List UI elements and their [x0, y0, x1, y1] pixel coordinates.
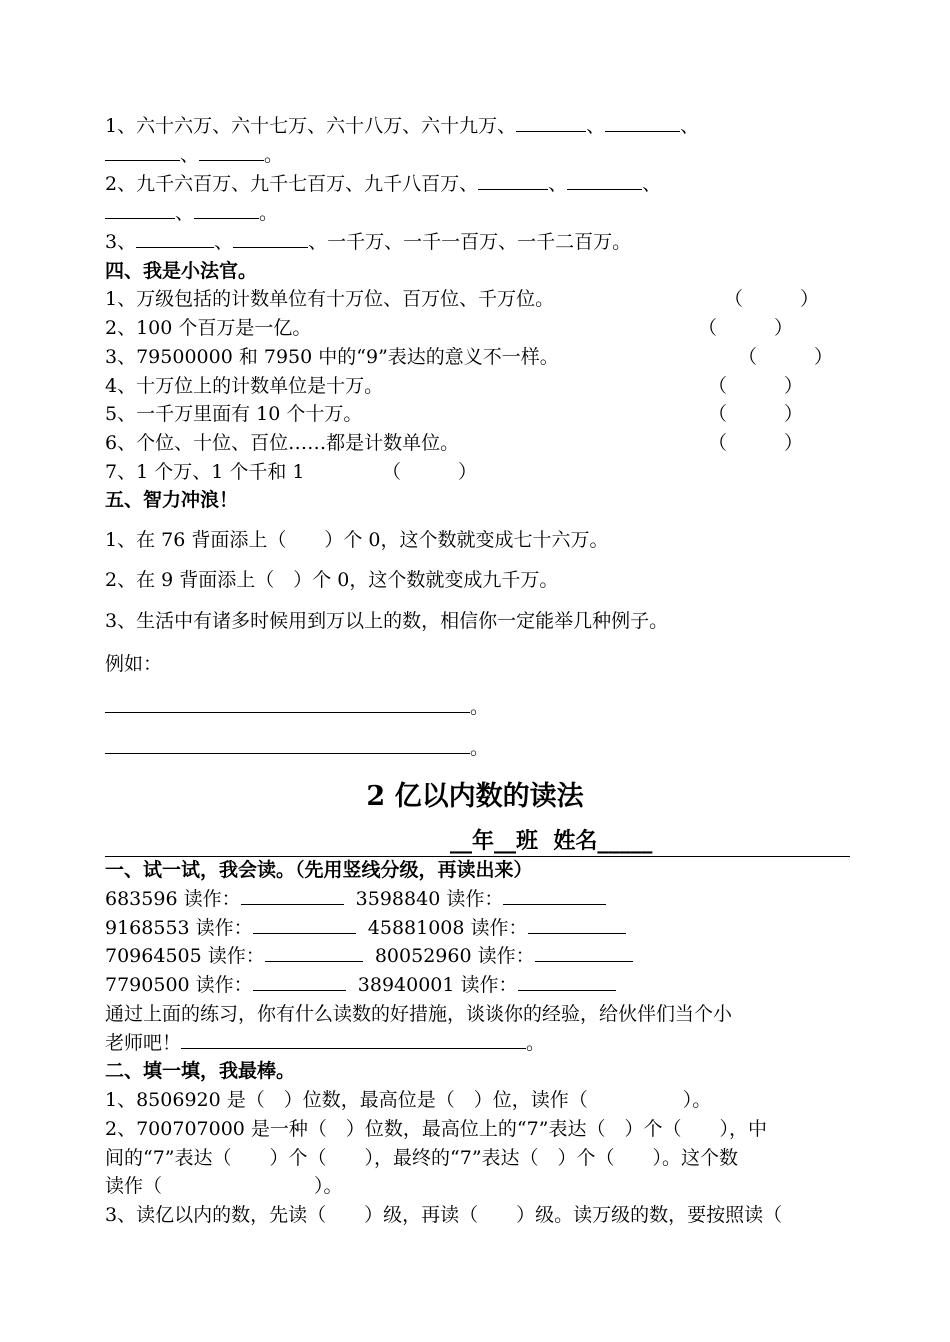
judge-answer-7[interactable]: （ ）: [382, 461, 478, 483]
judge-item-2: 2、100 个百万是一亿。: [105, 317, 312, 339]
q2-text: 2、九千六百万、九千七百万、九千八百万、: [105, 173, 479, 195]
fill-q2-line-3: 读作（ ）。: [105, 1175, 343, 1197]
q3-line: [105, 229, 631, 255]
number-prompt: 45881008 读作：: [367, 917, 528, 939]
answer-blank[interactable]: [528, 915, 626, 934]
example-label: 例如：: [105, 653, 163, 675]
name-line: [105, 826, 850, 857]
q2-line-2: [105, 200, 278, 226]
challenge-q1: 1、在 76 背面添上（ ）个 0，这个数就变成七十六万。: [105, 529, 609, 551]
read-row-1: [105, 886, 606, 912]
period: 。: [526, 1032, 546, 1054]
q1-text: 1、六十六万、六十七万、六十八万、六十九万、: [105, 115, 517, 137]
judge-answer-5[interactable]: （ ）: [708, 403, 804, 425]
q1-line-2: [105, 142, 283, 168]
separator: 、: [586, 115, 606, 137]
separator: 、: [214, 231, 234, 253]
answer-blank[interactable]: [516, 113, 586, 132]
part1-heading: 一、试一试，我会读。（先用竖线分级，再读出来）: [105, 859, 533, 881]
example-line-2: [105, 733, 489, 759]
judge-item-3: 3、79500000 和 7950 中的“9”表达的意义不一样。: [105, 346, 559, 368]
answer-blank[interactable]: [233, 229, 308, 248]
judge-item-4: 4、十万位上的计数单位是十万。: [105, 375, 384, 397]
separator: 、: [642, 173, 662, 195]
reflect-line-2: [105, 1030, 545, 1056]
read-row-2: [105, 915, 626, 941]
fill-q3: 3、读亿以内的数，先读（ ）级，再读（ ）级。读万级的数，要按照读（: [105, 1204, 783, 1226]
part2-heading: 二、填一填，我最棒。: [105, 1060, 296, 1082]
fill-q2-line-1: 2、700707000 是一种（ ）位数，最高位上的“7”表达（ ）个（ ），中: [105, 1118, 767, 1140]
answer-blank[interactable]: [253, 915, 356, 934]
answer-blank[interactable]: [503, 886, 606, 905]
read-row-3: [105, 943, 633, 969]
number-prompt: 9168553 读作：: [105, 917, 253, 939]
answer-line[interactable]: [105, 733, 470, 754]
section4-heading: 四、我是小法官。: [105, 260, 258, 282]
separator: 、: [548, 173, 568, 195]
number-prompt: 3598840 读作：: [355, 888, 504, 910]
q2-line-1: [105, 171, 661, 197]
answer-blank[interactable]: [199, 142, 264, 161]
number-prompt: 38940001 读作：: [357, 974, 518, 996]
fill-q2-line-2: 间的“7”表达（ ）个（ ），最终的“7”表达（ ）个（ ）。这个数: [105, 1147, 739, 1169]
answer-blank[interactable]: [194, 200, 259, 219]
judge-answer-6[interactable]: （ ）: [708, 432, 804, 454]
answer-blank[interactable]: [518, 972, 616, 991]
answer-blank[interactable]: [105, 200, 175, 219]
answer-blank[interactable]: [265, 943, 363, 962]
judge-item-6: 6、个位、十位、百位……都是计数单位。: [105, 432, 460, 454]
period: 。: [470, 737, 490, 759]
fill-q1: 1、8506920 是（ ）位数，最高位是（ ）位，读作（ ）。: [105, 1089, 712, 1111]
judge-item-1: 1、万级包括的计数单位有十万位、百万位、千万位。: [105, 288, 555, 310]
period: 。: [259, 202, 279, 224]
q3-prefix: 3、: [105, 231, 137, 253]
answer-blank[interactable]: [567, 171, 642, 190]
number-prompt: 7790500 读作：: [105, 974, 253, 996]
read-row-4: [105, 972, 616, 998]
judge-answer-2[interactable]: （ ）: [698, 317, 794, 339]
lesson-title: 2 亿以内数的读法: [366, 781, 584, 812]
period: 。: [264, 144, 284, 166]
judge-item-7: 7、1 个万、1 个千和 1: [105, 461, 305, 483]
separator: 、: [180, 144, 200, 166]
answer-blank[interactable]: [105, 142, 180, 161]
judge-answer-1[interactable]: （ ）: [724, 288, 820, 310]
period: 。: [470, 696, 490, 718]
judge-answer-3[interactable]: （ ）: [738, 346, 834, 368]
judge-answer-4[interactable]: （ ）: [708, 375, 804, 397]
challenge-q3: 3、生活中有诸多时候用到万以上的数，相信你一定能举几种例子。: [105, 610, 669, 632]
answer-blank[interactable]: [136, 229, 214, 248]
answer-blank[interactable]: [253, 972, 346, 991]
separator: 、: [680, 115, 700, 137]
reflect-line-1: 通过上面的练习，你有什么读数的好措施，谈谈你的经验，给伙伴们当个小: [105, 1003, 733, 1025]
name-class-field[interactable]: __年__班 姓名_____: [450, 828, 653, 854]
number-prompt: 683596 读作：: [105, 888, 241, 910]
answer-blank[interactable]: [535, 943, 633, 962]
answer-blank[interactable]: [241, 886, 344, 905]
answer-line[interactable]: [105, 692, 470, 713]
section5-heading: 五、智力冲浪！: [105, 489, 239, 511]
answer-blank[interactable]: [478, 171, 548, 190]
challenge-q2: 2、在 9 背面添上（ ）个 0，这个数就变成九千万。: [105, 569, 559, 591]
answer-blank[interactable]: [605, 113, 680, 132]
number-prompt: 80052960 读作：: [374, 945, 535, 967]
q3-suffix: 、一千万、一千一百万、一千二百万。: [308, 231, 632, 253]
reflect-prompt: 老师吧！: [105, 1032, 182, 1054]
judge-item-5: 5、一千万里面有 10 个十万。: [105, 403, 363, 425]
answer-blank[interactable]: [181, 1030, 526, 1049]
number-prompt: 70964505 读作：: [105, 945, 265, 967]
q1-line-1: [105, 113, 699, 139]
example-line-1: [105, 692, 489, 718]
separator: 、: [175, 202, 195, 224]
